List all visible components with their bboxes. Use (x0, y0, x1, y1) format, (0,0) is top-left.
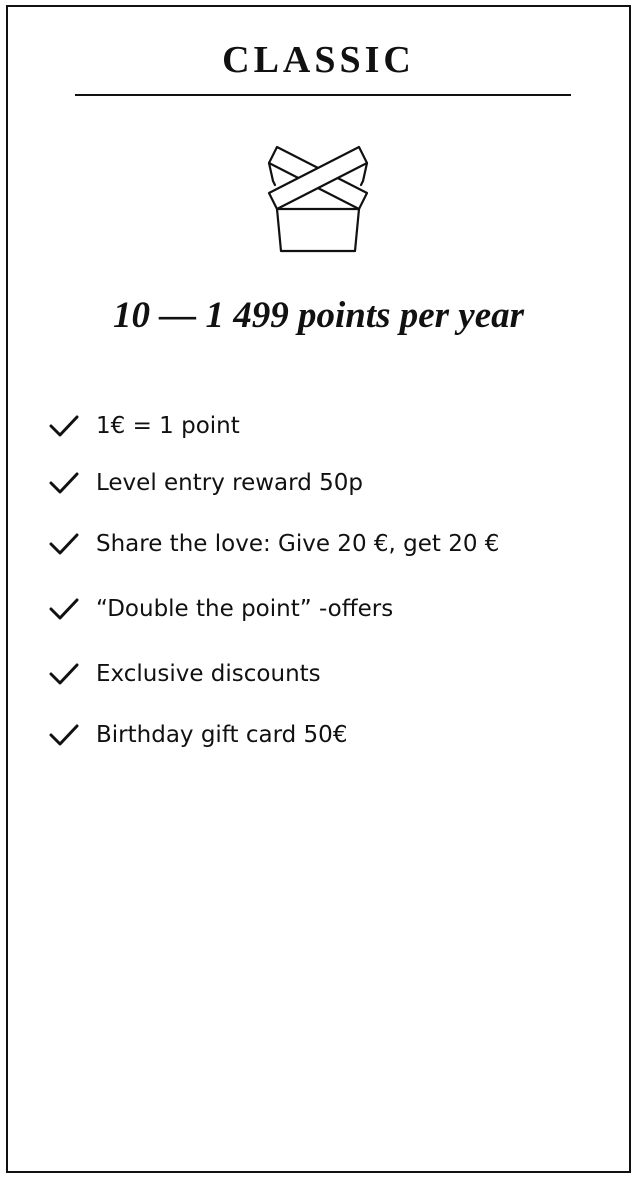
benefit-item (48, 409, 240, 443)
checkmark-icon (48, 722, 80, 748)
benefit-label: “Double the point” -offers (96, 596, 394, 622)
title-divider (75, 94, 571, 96)
benefit-label: Birthday gift card 50€ (96, 722, 348, 748)
checkmark-icon (48, 413, 80, 439)
points-range: 10 — 1 499 points per year (112, 295, 525, 336)
checkmark-icon (48, 470, 80, 496)
benefit-item (48, 527, 499, 561)
benefit-item (48, 657, 321, 691)
benefit-item (48, 466, 363, 500)
benefit-label: 1€ = 1 point (96, 413, 240, 439)
benefit-label: Share the love: Give 20 €, get 20 € (96, 531, 500, 557)
checkmark-icon (48, 661, 80, 687)
checkmark-icon (48, 531, 80, 557)
benefit-item (48, 718, 347, 752)
off-shoulder-top-icon (263, 141, 373, 253)
checkmark-icon (48, 596, 80, 622)
loyalty-tier-card (6, 5, 631, 1173)
benefit-item (48, 592, 393, 626)
tier-title: CLASSIC (222, 39, 415, 81)
benefit-label: Exclusive discounts (96, 661, 321, 687)
benefit-label: Level entry reward 50p (96, 470, 363, 496)
